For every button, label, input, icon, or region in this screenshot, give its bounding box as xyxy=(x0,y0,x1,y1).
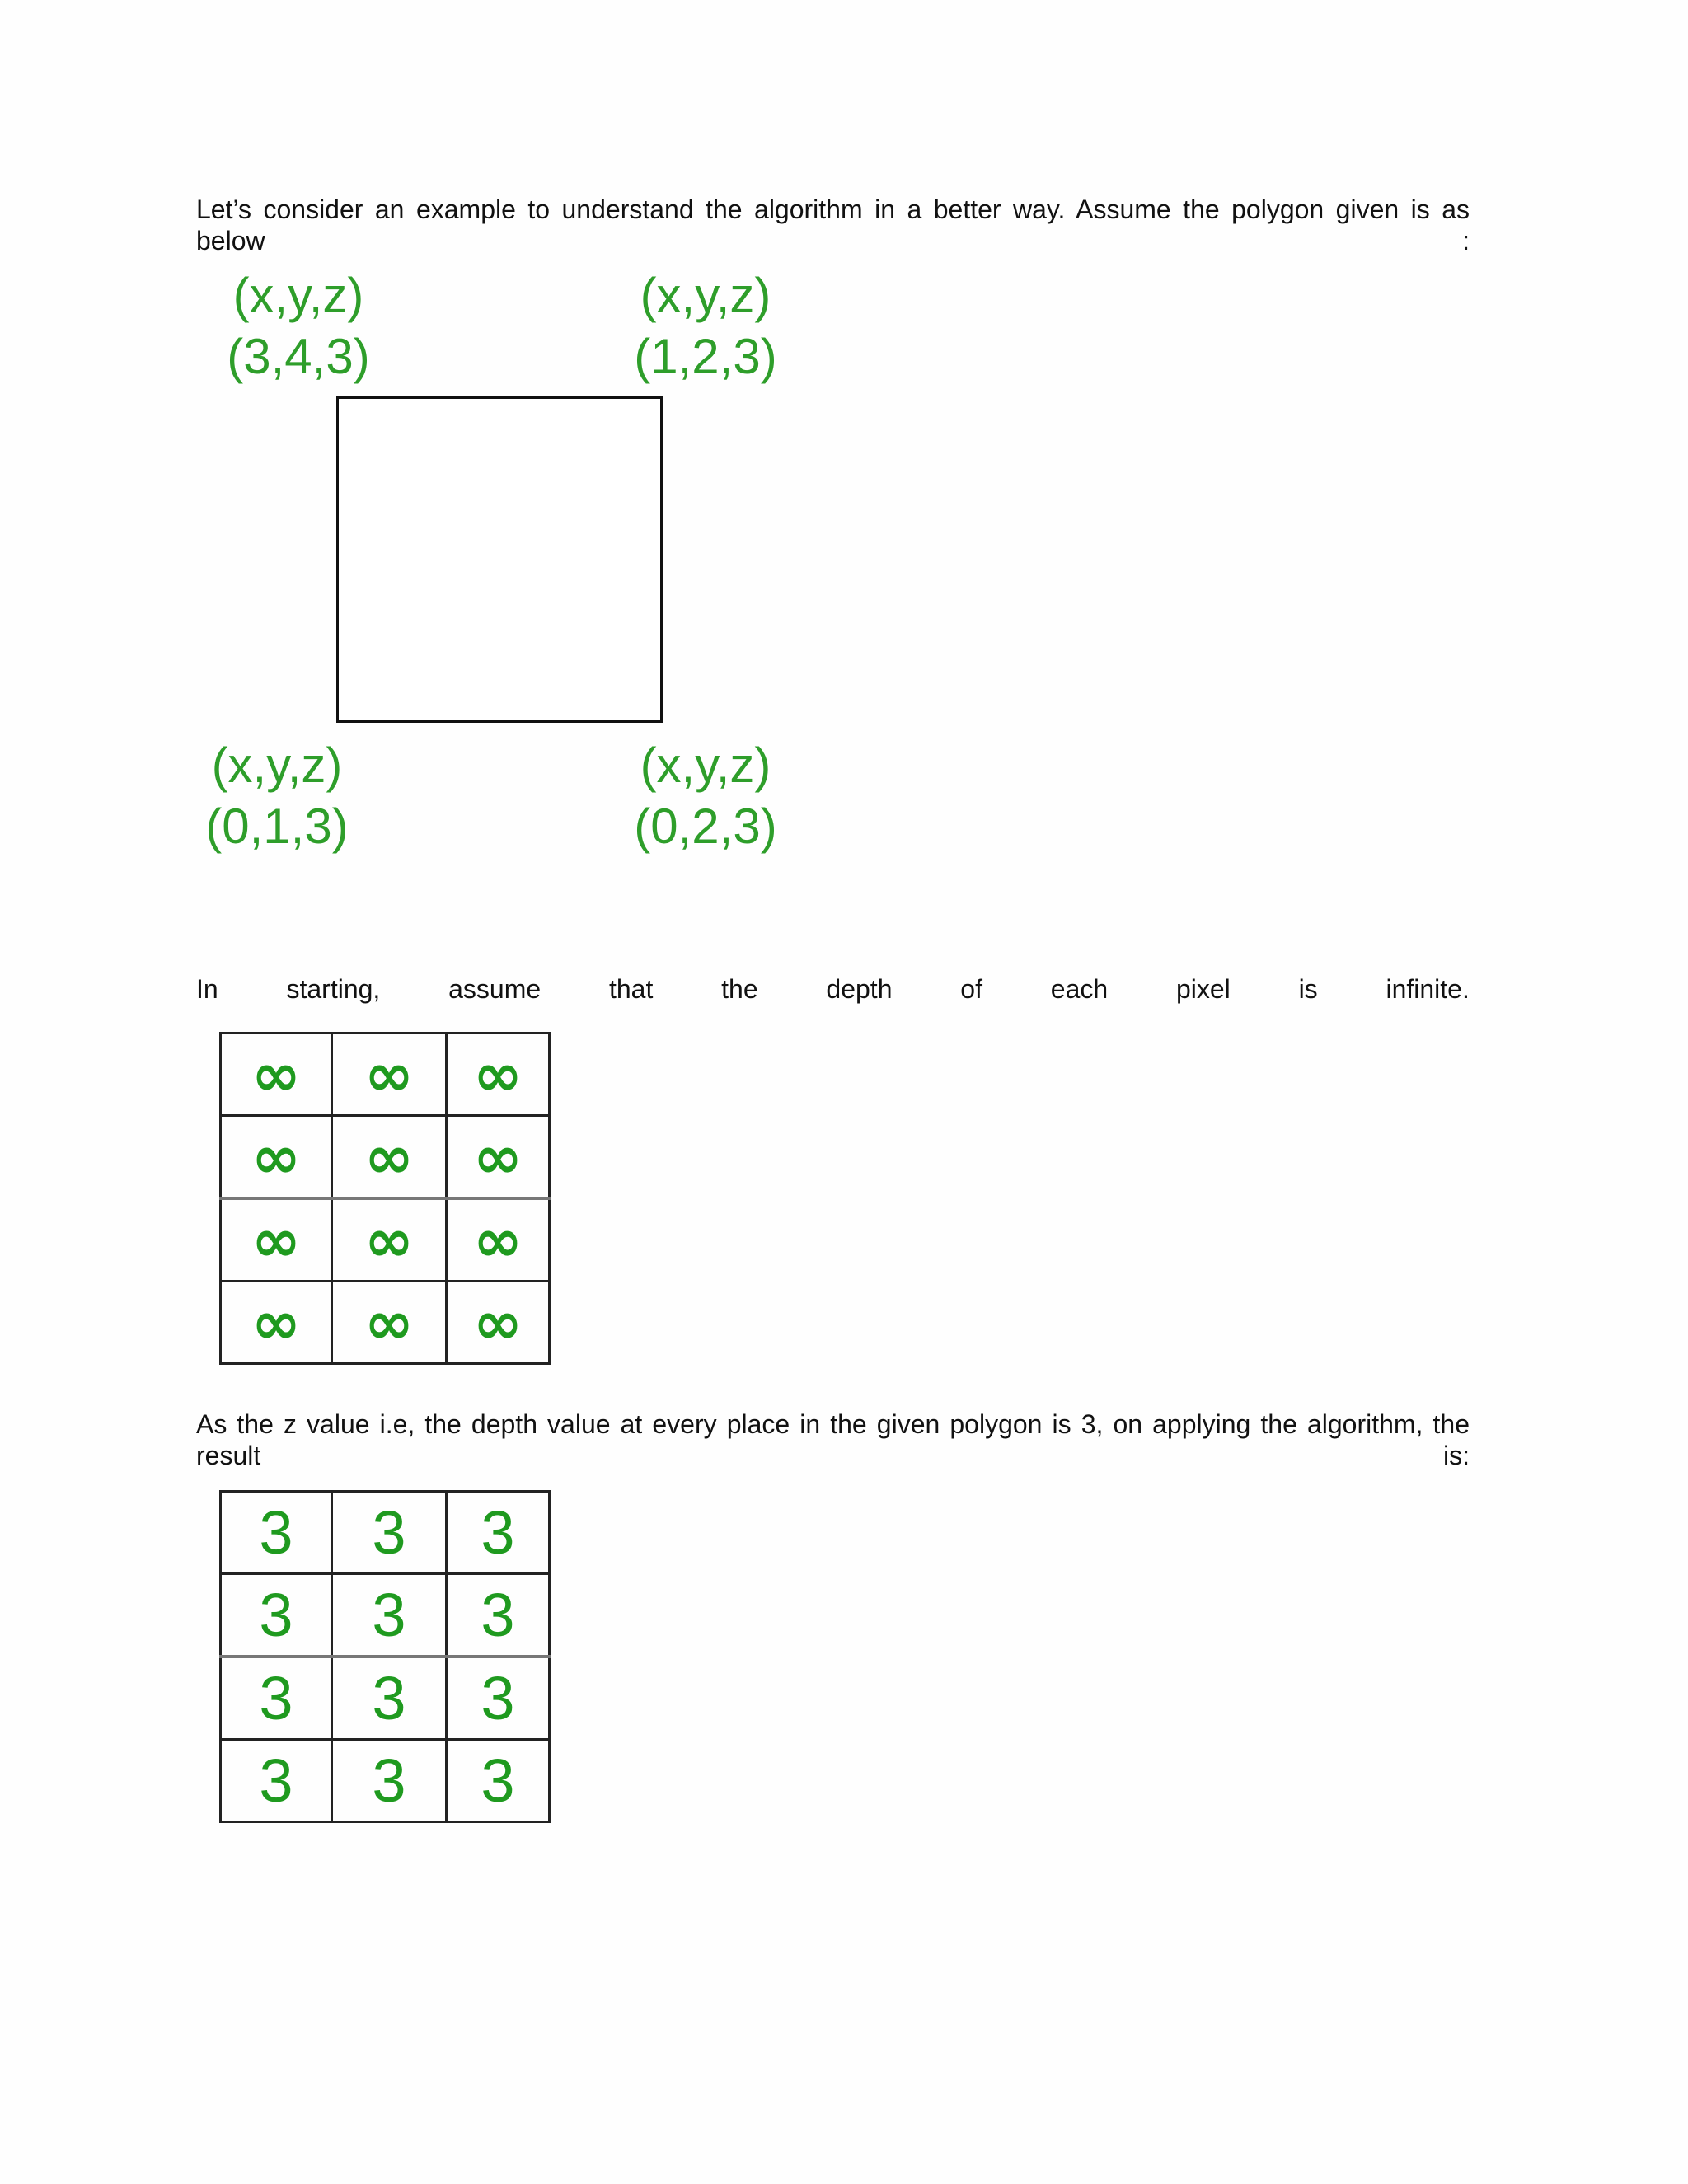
intro-line2-right: : xyxy=(1462,226,1470,255)
grid-cell: 3 xyxy=(447,1740,550,1822)
grid-cell: ∞ xyxy=(447,1282,550,1364)
start-word: is xyxy=(1298,974,1318,1004)
grid-cell: 3 xyxy=(447,1492,550,1574)
start-word: starting, xyxy=(286,974,381,1004)
grid-cell: 3 xyxy=(447,1657,550,1740)
start-word: assume xyxy=(448,974,542,1004)
grid-cell: ∞ xyxy=(447,1116,550,1199)
grid-cell: ∞ xyxy=(447,1033,550,1116)
start-word: the xyxy=(721,974,758,1004)
vertex-top-left-header: (x,y,z) xyxy=(232,268,364,323)
start-word: of xyxy=(960,974,982,1004)
grid-cell: ∞ xyxy=(447,1198,550,1282)
intro-line2-left: below xyxy=(196,226,265,255)
result-line2-right: is: xyxy=(1443,1441,1470,1470)
grid-row xyxy=(221,1574,550,1657)
grid-row xyxy=(221,1657,550,1740)
grid-row xyxy=(221,1282,550,1364)
grid-row xyxy=(221,1116,550,1199)
grid-cell: ∞ xyxy=(221,1033,332,1116)
grid-cell: 3 xyxy=(332,1740,447,1822)
vertex-top-right-coords: (1,2,3) xyxy=(634,329,777,384)
grid-cell: ∞ xyxy=(221,1116,332,1199)
vertex-bottom-left-coords: (0,1,3) xyxy=(205,799,349,854)
grid-cell: ∞ xyxy=(221,1282,332,1364)
intro-paragraph-line1 xyxy=(196,194,1470,225)
vertex-bottom-right-coords: (0,2,3) xyxy=(634,799,777,854)
vertex-label-bottom-right xyxy=(631,735,780,857)
start-sentence xyxy=(196,973,1470,1005)
result-line1-text: As the z value i.e, the depth value at every place in the given polygon is 3, on applying the algorithm, the xyxy=(196,1409,1470,1439)
grid-cell: 3 xyxy=(221,1657,332,1740)
start-word: depth xyxy=(826,974,893,1004)
grid-cell: ∞ xyxy=(332,1116,447,1199)
grid-cell: ∞ xyxy=(221,1198,332,1282)
start-word: that xyxy=(608,974,654,1004)
initial-depth-grid xyxy=(219,1032,551,1365)
grid-row xyxy=(221,1033,550,1116)
intro-paragraph-line2 xyxy=(196,225,1470,256)
grid-cell: 3 xyxy=(221,1492,332,1574)
start-word: pixel xyxy=(1175,974,1231,1004)
vertex-bottom-left-header: (x,y,z) xyxy=(211,738,343,793)
result-line2-left: result xyxy=(196,1441,261,1470)
grid-cell: 3 xyxy=(332,1574,447,1657)
vertex-label-bottom-left xyxy=(203,735,351,857)
grid-cell: 3 xyxy=(221,1740,332,1822)
grid-cell: 3 xyxy=(447,1574,550,1657)
result-paragraph-line2 xyxy=(196,1440,1470,1471)
grid-cell: 3 xyxy=(221,1574,332,1657)
grid-cell: 3 xyxy=(332,1657,447,1740)
grid-row xyxy=(221,1492,550,1574)
vertex-top-left-coords: (3,4,3) xyxy=(227,329,370,384)
vertex-bottom-right-header: (x,y,z) xyxy=(640,738,771,793)
start-word: In xyxy=(196,974,218,1004)
start-word: each xyxy=(1050,974,1109,1004)
grid-cell: ∞ xyxy=(332,1033,447,1116)
intro-line1-text: Let’s consider an example to understand the algorithm in a better way. Assume the polygon given is as xyxy=(196,194,1470,224)
polygon-square xyxy=(336,396,663,723)
result-paragraph-line1 xyxy=(196,1408,1470,1440)
grid-cell: 3 xyxy=(332,1492,447,1574)
grid-cell: ∞ xyxy=(332,1282,447,1364)
grid-row xyxy=(221,1198,550,1282)
start-word: infinite. xyxy=(1386,974,1470,1004)
grid-cell: ∞ xyxy=(332,1198,447,1282)
vertex-label-top-left xyxy=(224,265,373,387)
result-depth-grid xyxy=(219,1490,551,1823)
grid-row xyxy=(221,1740,550,1822)
vertex-label-top-right xyxy=(631,265,780,387)
vertex-top-right-header: (x,y,z) xyxy=(640,268,771,323)
